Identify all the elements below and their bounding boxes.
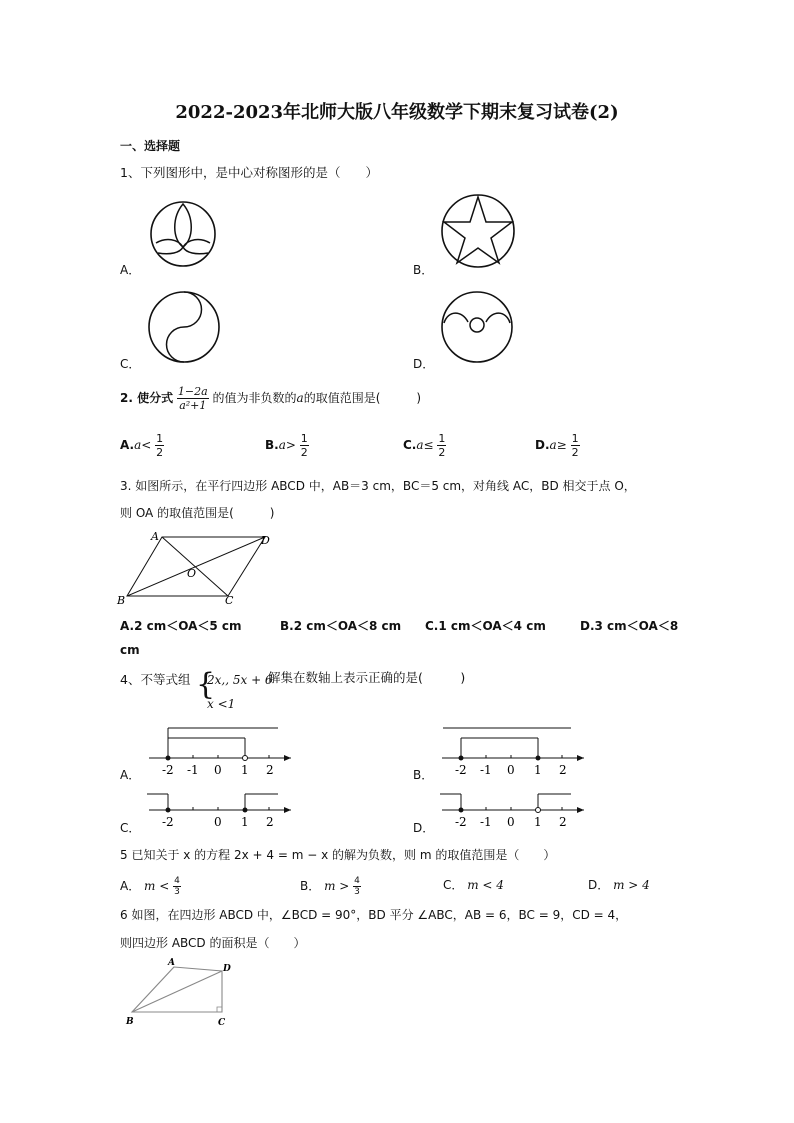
q2-option-a-relation: a<: [134, 438, 152, 452]
q4d-tick-minus2: -2: [455, 815, 467, 829]
q3-option-c: C.1 cm＜OA＜4 cm: [425, 619, 546, 633]
section-heading: 一、选择题: [120, 139, 181, 153]
q2-option-b-fraction: [300, 432, 309, 459]
q3-label-d: D: [261, 534, 270, 547]
q4-inequality-1: 2x,, 5x + 6: [207, 673, 273, 687]
q4b-tick-minus2: -2: [455, 763, 467, 777]
q4-option-c-label: C．: [120, 821, 141, 835]
q3-option-b: B.2 cm＜OA＜8 cm: [280, 619, 402, 633]
q3-parallelogram-figure: [115, 528, 285, 608]
q5-option-b: [300, 876, 361, 897]
q5-option-d-label: D．: [588, 878, 610, 892]
question-2-text: [120, 385, 421, 412]
q5-option-a-fraction: [173, 876, 181, 897]
q5-option-a: [120, 876, 181, 897]
q4b-tick-1: 1: [534, 763, 542, 777]
q6-label-b: B: [126, 1017, 134, 1027]
q3-option-a: A.2 cm＜OA＜5 cm: [120, 619, 242, 633]
q4-option-b-label: B．: [413, 768, 434, 782]
q3-label-o: O: [187, 567, 197, 580]
question-3-line-2: 则 OA 的取值范围是( ): [120, 506, 275, 520]
q2-option-c-fraction: [437, 432, 446, 459]
q2-fraction-denominator: a²+1: [179, 399, 207, 412]
q4-number-line-c: [145, 786, 295, 832]
q1-figure-c-yinyang-circle: [145, 289, 225, 365]
q2-option-a-den: 2: [156, 446, 164, 459]
q5-option-d: [588, 876, 650, 893]
q2-fraction: [177, 385, 209, 412]
q4-number-line-a: [145, 720, 295, 778]
q2-variable: a: [296, 391, 304, 405]
q2-option-c-label: C.: [403, 438, 417, 452]
q5-option-d-expr: m > 4: [613, 878, 650, 892]
q1-option-c-label: C．: [120, 357, 141, 371]
question-5-text: 5 已知关于 x 的方程 2x + 4 = m − x 的解为负数，则 m 的取值范围是（ ）: [120, 848, 556, 862]
q6-quadrilateral-figure: [122, 955, 242, 1030]
q4b-tick-2: 2: [559, 763, 567, 777]
q1-option-a-label: A．: [120, 263, 141, 277]
q4b-tick-0: 0: [507, 763, 515, 777]
q4a-tick-0: 0: [214, 763, 222, 777]
q2-option-a: [120, 432, 164, 459]
question-3-line-1: 3. 如图所示，在平行四边形 ABCD 中，AB＝3 cm，BC＝5 cm，对角线 AC，BD 相交于点 O，: [120, 479, 636, 493]
q5-option-c-label: C．: [443, 878, 464, 892]
q4d-tick-0: 0: [507, 815, 515, 829]
q2-option-c-num: 1: [438, 432, 446, 445]
q2-option-b: [265, 432, 309, 459]
q2-option-a-fraction: [155, 432, 164, 459]
q4a-tick-1: 1: [241, 763, 249, 777]
q4a-tick-minus2: -2: [162, 763, 174, 777]
question-4-prefix: 4、不等式组: [120, 672, 191, 687]
q4-option-a-label: A．: [120, 768, 141, 782]
q4d-tick-2: 2: [559, 815, 567, 829]
q3-label-c: C: [225, 594, 234, 607]
q5-option-a-label: A．: [120, 879, 141, 893]
q2-option-d-label: D.: [535, 438, 550, 452]
q2-option-d-relation: a≥: [549, 438, 567, 452]
q3-label-b: B: [117, 594, 126, 607]
q1-option-d-label: D．: [413, 357, 435, 371]
q5-option-c: [443, 876, 504, 893]
q5-option-b-fraction: [353, 876, 361, 897]
q6-label-d: D: [223, 964, 231, 974]
q2-option-c: [403, 432, 446, 459]
q4a-tick-2: 2: [266, 763, 274, 777]
q4c-tick-2: 2: [266, 815, 274, 829]
q1-figure-d-heart-circle: [440, 290, 516, 366]
q2-option-b-relation: a>: [278, 438, 296, 452]
q2-option-d-num: 1: [571, 432, 579, 445]
page-title: 2022-2023年北师大版八年级数学下期末复习试卷(2): [175, 102, 619, 123]
q5-option-b-label: B．: [300, 879, 321, 893]
q4d-tick-1: 1: [534, 815, 542, 829]
q5-option-b-num: 4: [354, 876, 360, 886]
q2-option-b-num: 1: [300, 432, 308, 445]
q5-option-a-den: 3: [174, 887, 180, 897]
q1-figure-b-star-circle: [440, 193, 518, 269]
q3-option-d-wrap: cm: [120, 643, 140, 657]
q2-option-d-fraction: [571, 432, 580, 459]
q4-brace: {: [196, 667, 216, 702]
q3-option-d: D.3 cm＜OA＜8: [580, 619, 679, 633]
q5-option-a-expr: m <: [144, 879, 170, 893]
q5-option-c-expr: m < 4: [467, 878, 504, 892]
q4-number-line-b: [438, 720, 588, 778]
q2-option-b-den: 2: [300, 446, 308, 459]
q5-option-b-expr: m >: [324, 879, 350, 893]
q4c-tick-1: 1: [241, 815, 249, 829]
q4-inequality-2: x <1: [207, 697, 236, 711]
q4c-tick-0: 0: [214, 815, 222, 829]
q2-option-b-label: B.: [265, 438, 279, 452]
q3-label-a: A: [151, 530, 159, 543]
q2-prefix: 2. 使分式: [120, 391, 174, 405]
q1-option-b-label: B．: [413, 263, 434, 277]
question-4-suffix: 解集在数轴上表示正确的是( ): [268, 670, 466, 685]
q2-option-a-num: 1: [156, 432, 164, 445]
q2-suffix-b: 的取值范围是( ): [303, 391, 422, 405]
q4b-tick-minus1: -1: [480, 763, 492, 777]
q4-number-line-d: [438, 786, 588, 832]
q2-fraction-numerator: 1−2a: [177, 385, 208, 398]
q5-option-a-num: 4: [174, 876, 180, 886]
q1-figure-a-trefoil-circle: [148, 199, 220, 271]
q4d-tick-minus1: -1: [480, 815, 492, 829]
q4c-tick-minus2: -2: [162, 815, 174, 829]
q6-label-c: C: [218, 1018, 226, 1028]
q2-option-d: [535, 432, 580, 459]
q4-option-d-label: D．: [413, 821, 435, 835]
q4a-tick-minus1: -1: [187, 763, 199, 777]
q2-option-c-den: 2: [438, 446, 446, 459]
question-6-line-2: 则四边形 ABCD 的面积是（ ）: [120, 936, 306, 950]
q5-option-b-den: 3: [354, 887, 360, 897]
q2-option-c-relation: a≤: [416, 438, 434, 452]
question-1-text: 1、下列图形中，是中心对称图形的是（ ）: [120, 165, 378, 180]
q2-suffix-a: 的值为非负数的: [212, 391, 297, 405]
q2-option-d-den: 2: [571, 446, 579, 459]
question-6-line-1: 6 如图，在四边形 ABCD 中，∠BCD = 90°，BD 平分 ∠ABC，AB = 6，BC = 9，CD = 4，: [120, 908, 628, 922]
q6-label-a: A: [168, 958, 175, 968]
q2-option-a-label: A.: [120, 438, 135, 452]
